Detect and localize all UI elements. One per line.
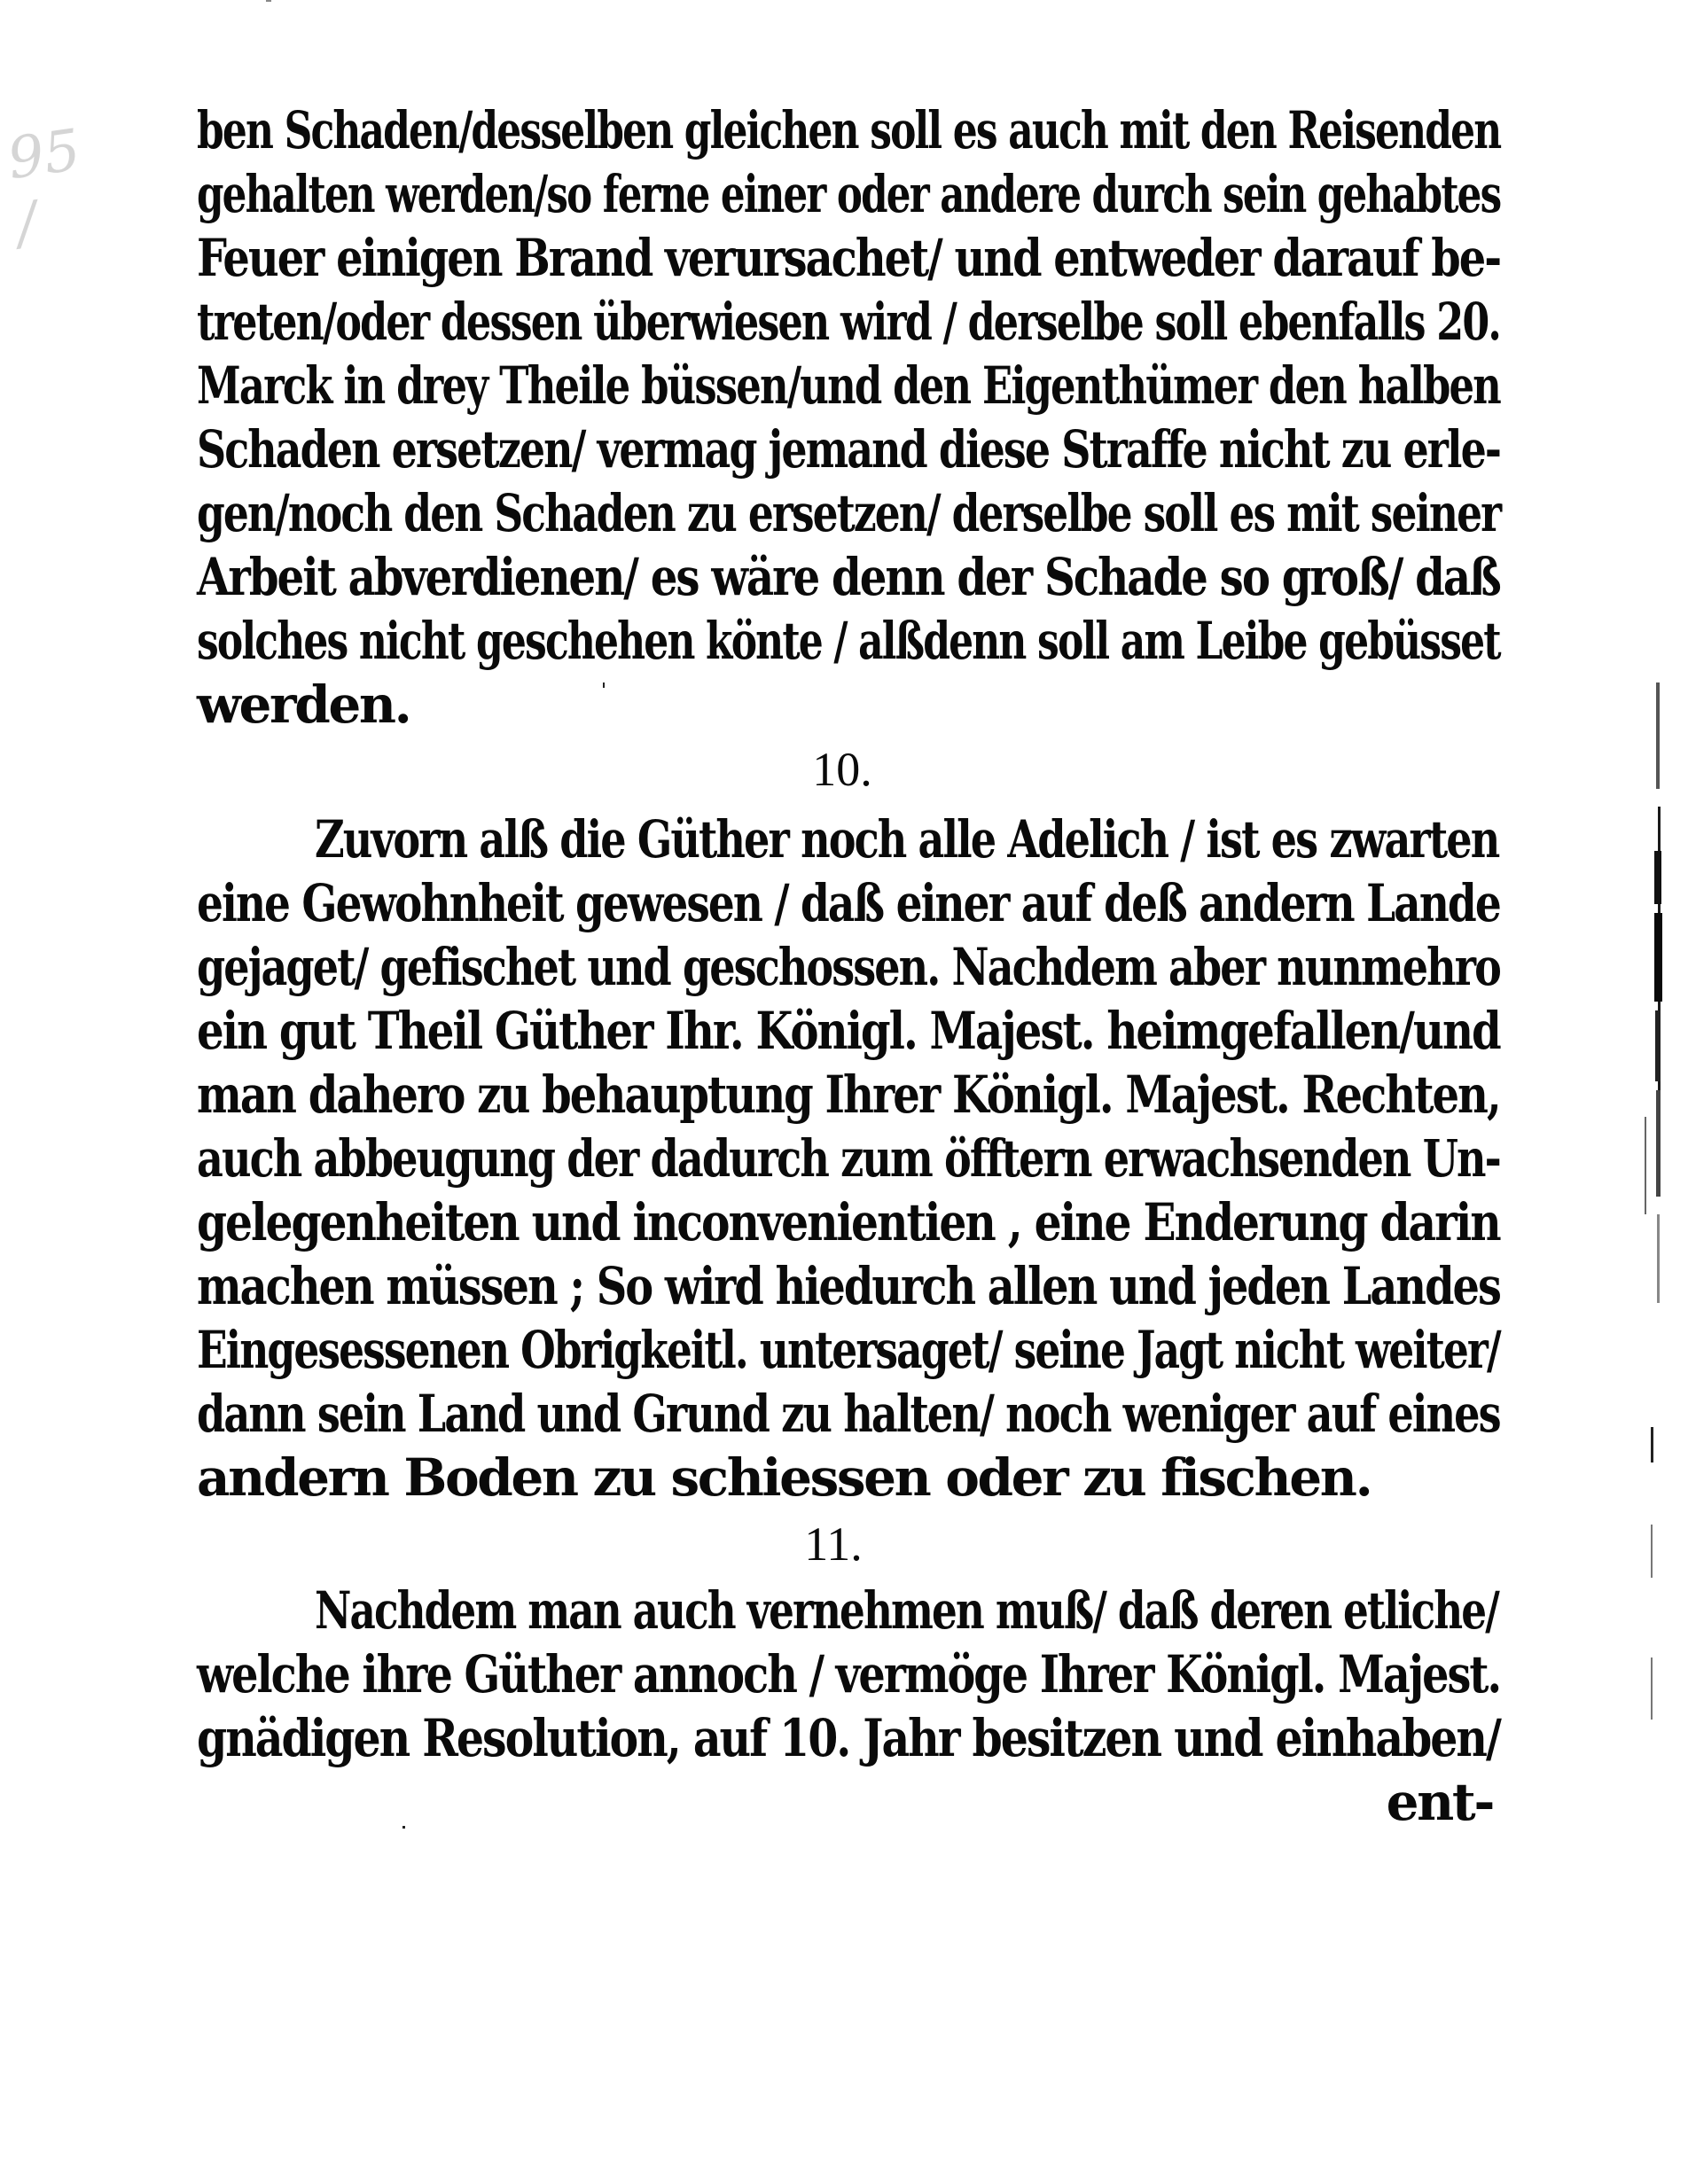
text-line: solches nicht geschehen könte / alßdenn soll am Leibe gebüsset: [197, 611, 1500, 671]
text-line: ein gut Theil Güther Ihr. Königl. Majest. heimgefallen/und: [197, 1001, 1500, 1061]
scan-speck: [1651, 1658, 1653, 1720]
scan-speck: [1651, 1525, 1653, 1578]
scan-speck: [402, 1826, 405, 1829]
text-line: werden.: [197, 675, 410, 735]
text-line: gelegenheiten und inconvenientien , eine Enderung darin: [197, 1192, 1500, 1252]
catchword: ent-: [1386, 1772, 1493, 1832]
section-number-11: 11.: [804, 1517, 863, 1571]
text-line: Feuer einigen Brand verursachet/ und entweder darauf be-: [197, 228, 1501, 288]
scan-speck: [603, 682, 605, 688]
text-line: man dahero zu behauptung Ihrer Königl. Majest. Rechten,: [197, 1065, 1500, 1125]
scan-speck: [266, 0, 271, 2]
text-line: Arbeit abverdienen/ es wäre denn der Schade so groß/ daß: [197, 547, 1500, 607]
text-line: Eingesessenen Obrigkeitl. untersaget/ seine Jagt nicht weiter/: [197, 1320, 1500, 1380]
text-line: gejaget/ gefischet und geschossen. Nachdem aber nunmehro: [197, 937, 1500, 997]
text-line: welche ihre Güther annoch / vermöge Ihrer Königl. Majest.: [197, 1644, 1501, 1704]
text-line: Nachdem man auch vernehmen muß/ daß deren etliche/: [315, 1580, 1498, 1641]
text-line: gehalten werden/so ferne einer oder andere durch sein gehabtes: [197, 164, 1501, 224]
section-number-10: 10.: [812, 743, 872, 796]
scan-speck: [1651, 1427, 1653, 1462]
text-line: gnädigen Resolution, auf 10. Jahr besitzen und einhaben/: [197, 1708, 1500, 1768]
text-line: gen/noch den Schaden zu ersetzen/ derselbe soll es mit seiner: [197, 483, 1501, 543]
text-line: treten/oder dessen überwiesen wird / derselbe soll ebenfalls 20.: [197, 292, 1500, 352]
text-line: andern Boden zu schiessen oder zu fischen.: [197, 1447, 1372, 1508]
binding-edge-artifact: [1649, 682, 1665, 1321]
text-line: Marck in drey Theile büssen/und den Eigenthümer den halben: [197, 355, 1500, 416]
text-line: Schaden ersetzen/ vermag jemand diese Straffe nicht zu erle-: [197, 419, 1501, 480]
text-line: eine Gewohnheit gewesen / daß einer auf deß andern Lande: [197, 873, 1500, 933]
text-line: dann sein Land und Grund zu halten/ noch weniger auf eines: [197, 1384, 1500, 1444]
text-line: machen müssen ; So wird hiedurch allen und jeden Landes: [197, 1256, 1500, 1316]
scan-speck: [1645, 1117, 1646, 1214]
text-line: ben Schaden/desselben gleichen soll es auch mit den Reisenden: [197, 100, 1501, 160]
text-line: auch abbeugung der dadurch zum öfftern erwachsenden Un-: [197, 1128, 1500, 1189]
handwritten-margin-note: 95 /: [4, 117, 85, 258]
text-line: Zuvorn alß die Güther noch alle Adelich / ist es zwarten: [315, 809, 1499, 870]
